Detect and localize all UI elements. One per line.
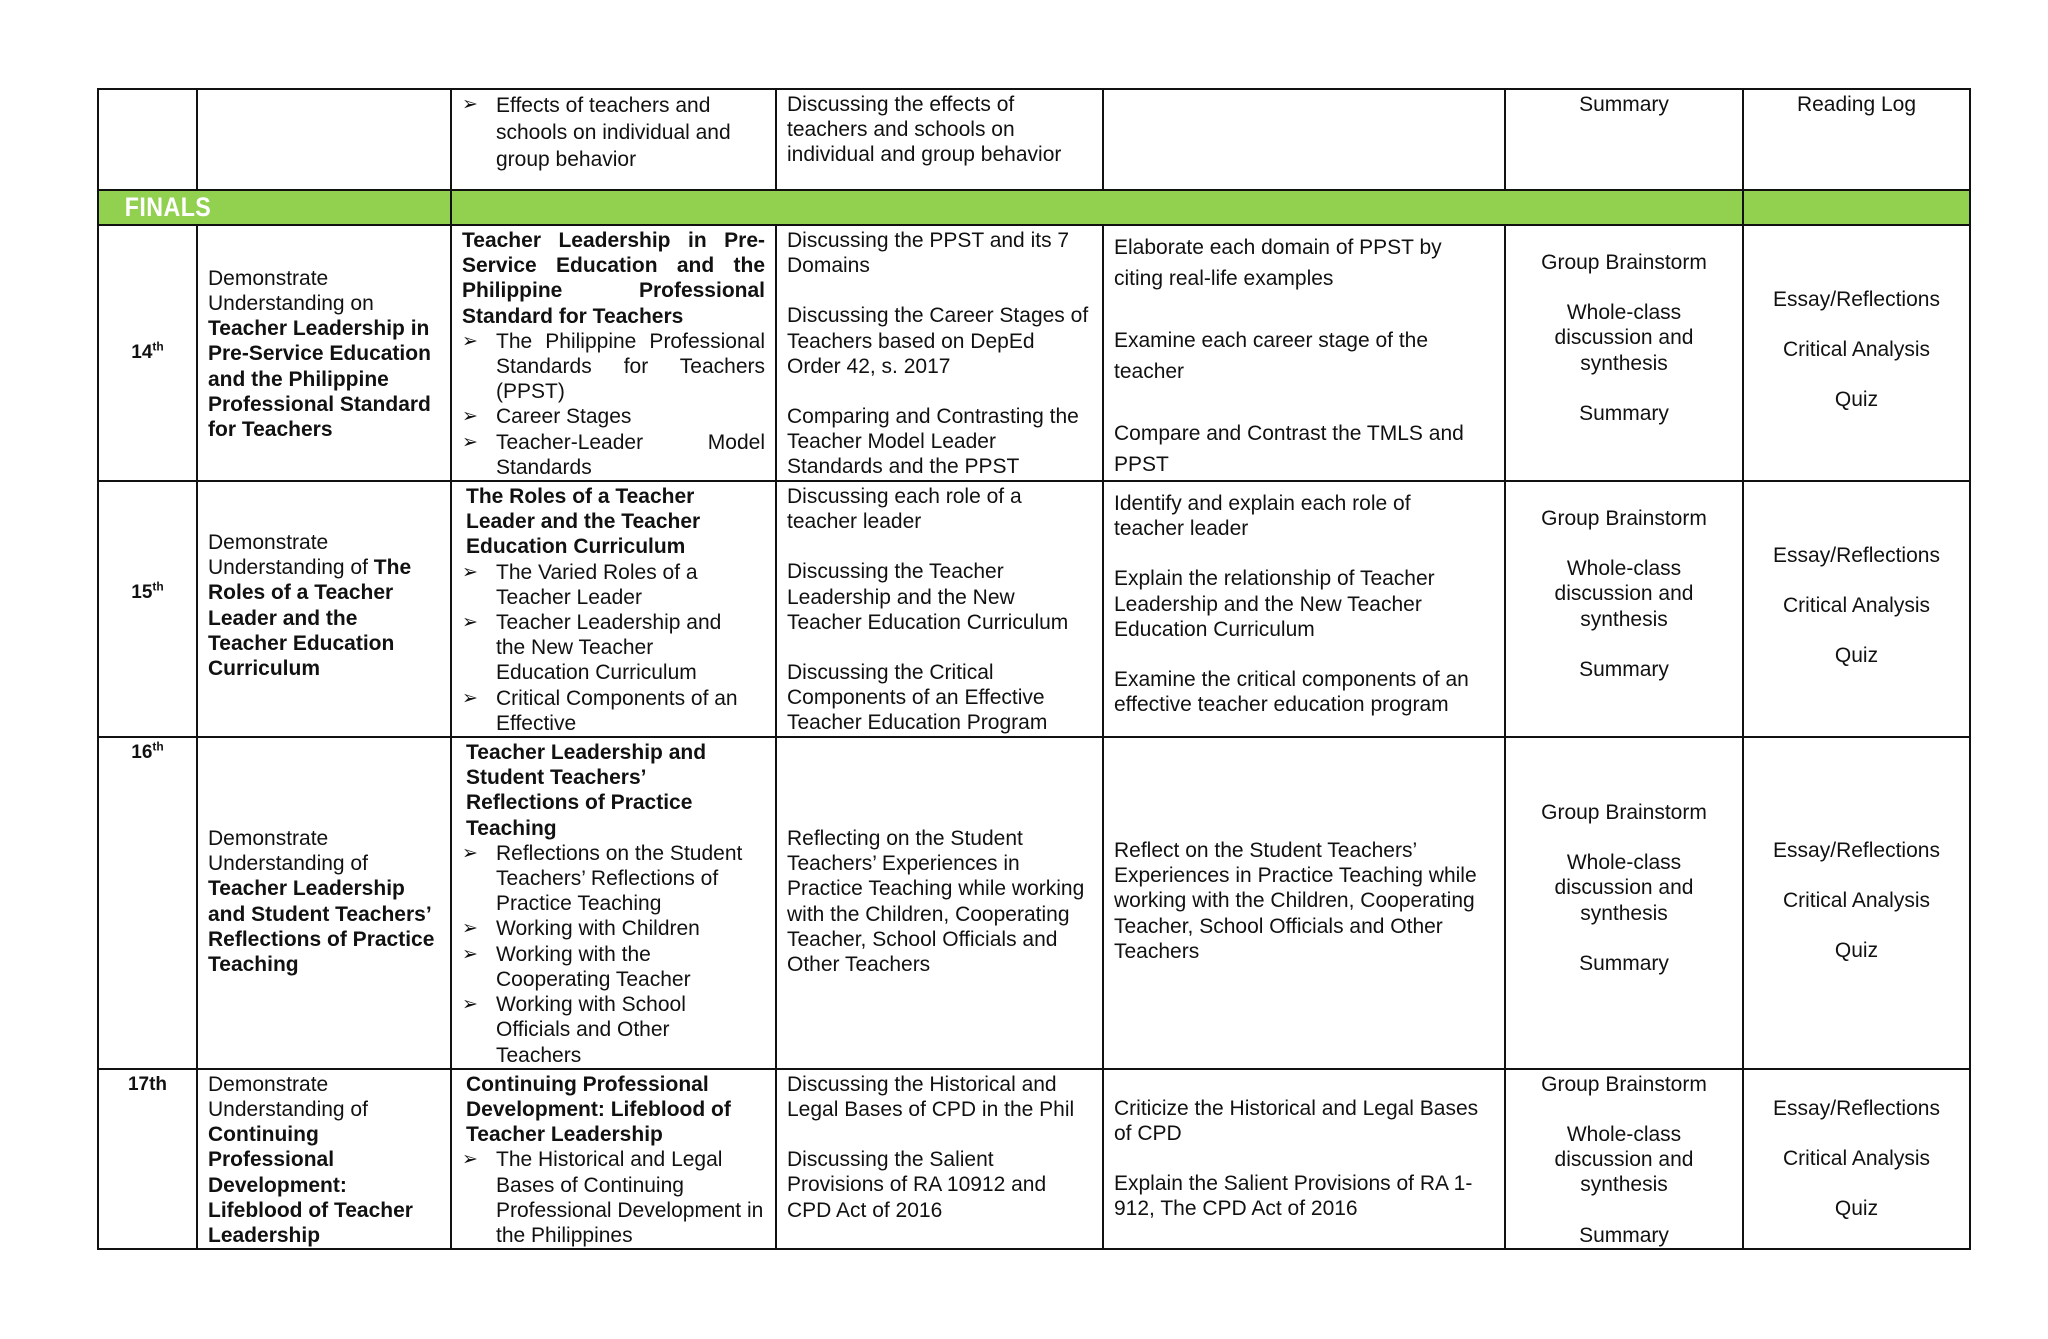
arrowhead-bullet-icon: ➢ [462, 918, 478, 940]
topic-cell [451, 89, 776, 190]
strategy-text: Group Brainstorm [1541, 507, 1707, 531]
learning-outcome [198, 1070, 450, 1248]
section-header-cell [98, 190, 451, 225]
strategy-text: Whole-class discussion and synthesis [1554, 1122, 1694, 1197]
arrowhead-bullet-icon: ➢ [462, 943, 478, 965]
strategy-text: Group Brainstorm [1541, 1072, 1707, 1096]
topic-bullet: ➢ The Historical and Legal Bases of Continuing Professional Development in the Philippines [462, 1148, 764, 1247]
topic-title: The Roles of a Teacher Leader and the Teacher Education Curriculum [466, 485, 701, 559]
activities-cell [776, 1069, 1103, 1249]
arrowhead-bullet-icon: ➢ [462, 1149, 478, 1171]
outcome-bold: The Roles of a Teacher Leader and the Teacher Education Curriculum [208, 556, 412, 681]
tasks-cell [1103, 737, 1505, 1069]
activities-cell [776, 225, 1103, 481]
outcome-prefix: Demonstrate Understanding of [208, 1072, 368, 1121]
outcome-prefix: Demonstrate Understanding of [208, 531, 368, 580]
assessment-cell [1743, 1069, 1970, 1249]
activities-cell [776, 737, 1103, 1069]
arrowhead-bullet-icon: ➢ [462, 561, 478, 583]
assessment-text: Critical Analysis [1782, 1146, 1931, 1170]
arrowhead-bullet-icon: ➢ [462, 687, 478, 709]
strategy-text: Summary [1579, 401, 1669, 425]
assessment-text: Essay/Reflections [1773, 544, 1940, 568]
topic-title: Teacher Leadership in Pre-Service Education and the Philippine Professional Standard for Teachers [462, 229, 765, 328]
arrowhead-bullet-icon: ➢ [462, 994, 478, 1016]
task-text: Explain the relationship of Teacher Leadership and the New Teacher Education Curriculum [1114, 567, 1435, 641]
activities-cell [776, 481, 1103, 737]
strategy-text: Whole-class discussion and synthesis [1554, 557, 1694, 631]
table-row [98, 737, 1970, 1069]
outcome-bold: Teacher Leadership in Pre-Service Education and the Philippine Professional Standard for Teachers [208, 317, 431, 442]
topic-bullet: ➢ Teacher Leadership and the New Teacher Education Curriculum [462, 611, 722, 685]
section-header-row [98, 190, 1970, 225]
topic-bullet: ➢ Working with the Cooperating Teacher [462, 942, 691, 991]
topic-bullet: ➢ Career Stages [462, 405, 632, 429]
activities-text: Discussing the effects of teachers and schools on individual and group behavior [787, 93, 1062, 167]
strategy-text: Whole-class discussion and synthesis [1554, 851, 1694, 925]
topic-bullet: ➢ The Varied Roles of a Teacher Leader [462, 560, 698, 609]
assessment-text: Essay/Reflections [1773, 1096, 1940, 1120]
week-cell [98, 1069, 197, 1249]
outcome-bold: Continuing Professional Development: Lifeblood of Teacher Leadership [208, 1123, 413, 1247]
activities-cell [776, 89, 1103, 190]
tasks-cell [1103, 481, 1505, 737]
week-number: 14th [131, 340, 164, 364]
activity-text: Reflecting on the Student Teachers’ Experiences in Practice Teaching while working with the Children, Cooperating Teacher, School Officials and Other Teachers [787, 827, 1085, 977]
assessment-text: Quiz [1834, 939, 1879, 963]
arrowhead-bullet-icon: ➢ [462, 612, 478, 634]
week-cell [98, 225, 197, 481]
strategy-text: Group Brainstorm [1541, 251, 1707, 274]
task-text: Identify and explain each role of teacher leader [1114, 492, 1411, 541]
outcome-cell [197, 737, 451, 1069]
strategy-cell [1505, 481, 1743, 737]
topic-bullet [462, 92, 765, 173]
topic-bullet: ➢ Critical Components of an Effective [462, 686, 738, 735]
activity-text: Discussing the Critical Components of an Effective Teacher Education Program [787, 661, 1048, 735]
assessment-text: Quiz [1834, 644, 1879, 668]
activity-text: Discussing the Salient Provisions of RA 10912 and CPD Act of 2016 [787, 1148, 1047, 1222]
activity-text: Comparing and Contrasting the Teacher Model Leader Standards and the PPST [787, 405, 1079, 479]
tasks-cell [1103, 89, 1505, 190]
week-number: 16th [131, 739, 164, 764]
assessment-text: Reading Log [1796, 93, 1917, 116]
arrowhead-bullet-icon: ➢ [462, 431, 478, 453]
section-header-fill [451, 190, 1743, 225]
strategy-text: Group Brainstorm [1541, 801, 1707, 825]
section-title: FINALS [124, 192, 212, 222]
assessment-cell [1743, 481, 1970, 737]
task-text: Examine the critical components of an effective teacher education program [1114, 668, 1469, 717]
topic-bullet: ➢ Working with School Officials and Other Teachers [462, 993, 686, 1067]
strategy-cell [1505, 89, 1743, 190]
topic-cell [451, 737, 776, 1069]
tasks-cell [1103, 225, 1505, 481]
tasks-cell [1103, 1069, 1505, 1249]
topic-bullet: ➢ The Philippine Professional Standards for Teachers (PPST) [462, 329, 765, 404]
topic-bullet: ➢ Teacher-Leader Model Standards [462, 430, 765, 479]
outcome-cell [197, 225, 451, 481]
strategy-text: Summary [1579, 951, 1669, 975]
strategy-text: Summary [1579, 93, 1669, 116]
activity-text: Discussing the Teacher Leadership and the New Teacher Education Curriculum [787, 560, 1069, 634]
week-cell [98, 89, 197, 190]
course-plan-table [97, 88, 1971, 1250]
activity-text: Discussing the PPST and its 7 Domains [787, 229, 1070, 278]
learning-outcome [198, 738, 450, 977]
strategy-text: Summary [1579, 657, 1669, 681]
table-row [98, 89, 1970, 190]
topic-cell [451, 481, 776, 737]
assessment-text: Quiz [1834, 1197, 1879, 1221]
table-row [98, 225, 1970, 481]
task-text: Examine each career stage of the teacher [1114, 329, 1429, 383]
arrowhead-bullet-icon: ➢ [462, 842, 478, 864]
topic-bullet-text: Effects of teachers and schools on individual and group behavior [496, 94, 731, 171]
topic-bullet: ➢ Reflections on the Student Teachers’ Reflections of Practice Teaching [462, 841, 743, 916]
assessment-text: Essay/Reflections [1773, 839, 1940, 863]
outcome-cell [197, 89, 451, 190]
strategy-cell [1505, 225, 1743, 481]
outcome-bold: Teacher Leadership and Student Teachers’ Reflections of Practice Teaching [208, 877, 435, 977]
table-row [98, 481, 1970, 737]
task-text: Reflect on the Student Teachers’ Experiences in Practice Teaching while working with the Children, Cooperating Teacher, School Officials and Other Teachers [1114, 839, 1477, 963]
assessment-text: Critical Analysis [1782, 338, 1931, 362]
assessment-text: Essay/Reflections [1773, 288, 1940, 311]
assessment-text: Critical Analysis [1782, 594, 1931, 618]
strategy-text: Whole-class discussion and synthesis [1554, 301, 1694, 375]
learning-outcome [198, 264, 450, 442]
topic-cell [451, 1069, 776, 1249]
topic-bullet: ➢ Working with Children [462, 917, 700, 941]
outcome-prefix: Demonstrate Understanding of [208, 827, 368, 876]
activity-text: Discussing each role of a teacher leader [787, 485, 1022, 534]
table-row [98, 1069, 1970, 1249]
arrowhead-bullet-icon: ➢ [462, 406, 478, 428]
topic-title: Continuing Professional Development: Lifeblood of Teacher Leadership [466, 1072, 731, 1147]
strategy-cell [1505, 1069, 1743, 1249]
assessment-text: Quiz [1834, 388, 1879, 412]
week-cell [98, 737, 197, 1069]
section-header-fill-end [1743, 190, 1970, 225]
assessment-text: Critical Analysis [1782, 889, 1931, 913]
assessment-cell [1743, 89, 1970, 190]
week-number: 15th [131, 579, 164, 604]
outcome-cell [197, 1069, 451, 1249]
outcome-prefix: Demonstrate Understanding on [208, 266, 374, 315]
assessment-cell [1743, 225, 1970, 481]
task-text: Compare and Contrast the TMLS and PPST [1114, 422, 1464, 476]
week-cell [98, 481, 197, 737]
strategy-cell [1505, 737, 1743, 1069]
assessment-cell [1743, 737, 1970, 1069]
topic-title: Teacher Leadership and Student Teachers’ Reflections of Practice Teaching [466, 741, 707, 840]
topic-cell [451, 225, 776, 481]
task-text: Elaborate each domain of PPST by citing real-life examples [1114, 236, 1442, 290]
task-text: Explain the Salient Provisions of RA 1-912, The CPD Act of 2016 [1114, 1172, 1473, 1221]
outcome-cell [197, 481, 451, 737]
task-text: Criticize the Historical and Legal Bases of CPD [1114, 1096, 1479, 1145]
arrowhead-bullet-icon: ➢ [462, 330, 478, 352]
week-number: 17th [127, 1073, 168, 1095]
strategy-text: Summary [1579, 1223, 1669, 1247]
activity-text: Discussing the Historical and Legal Bases of CPD in the Phil [787, 1072, 1075, 1121]
learning-outcome [198, 482, 450, 681]
activity-text: Discussing the Career Stages of Teachers based on DepEd Order 42, s. 2017 [787, 304, 1089, 378]
arrowhead-bullet-icon: ➢ [462, 94, 478, 115]
